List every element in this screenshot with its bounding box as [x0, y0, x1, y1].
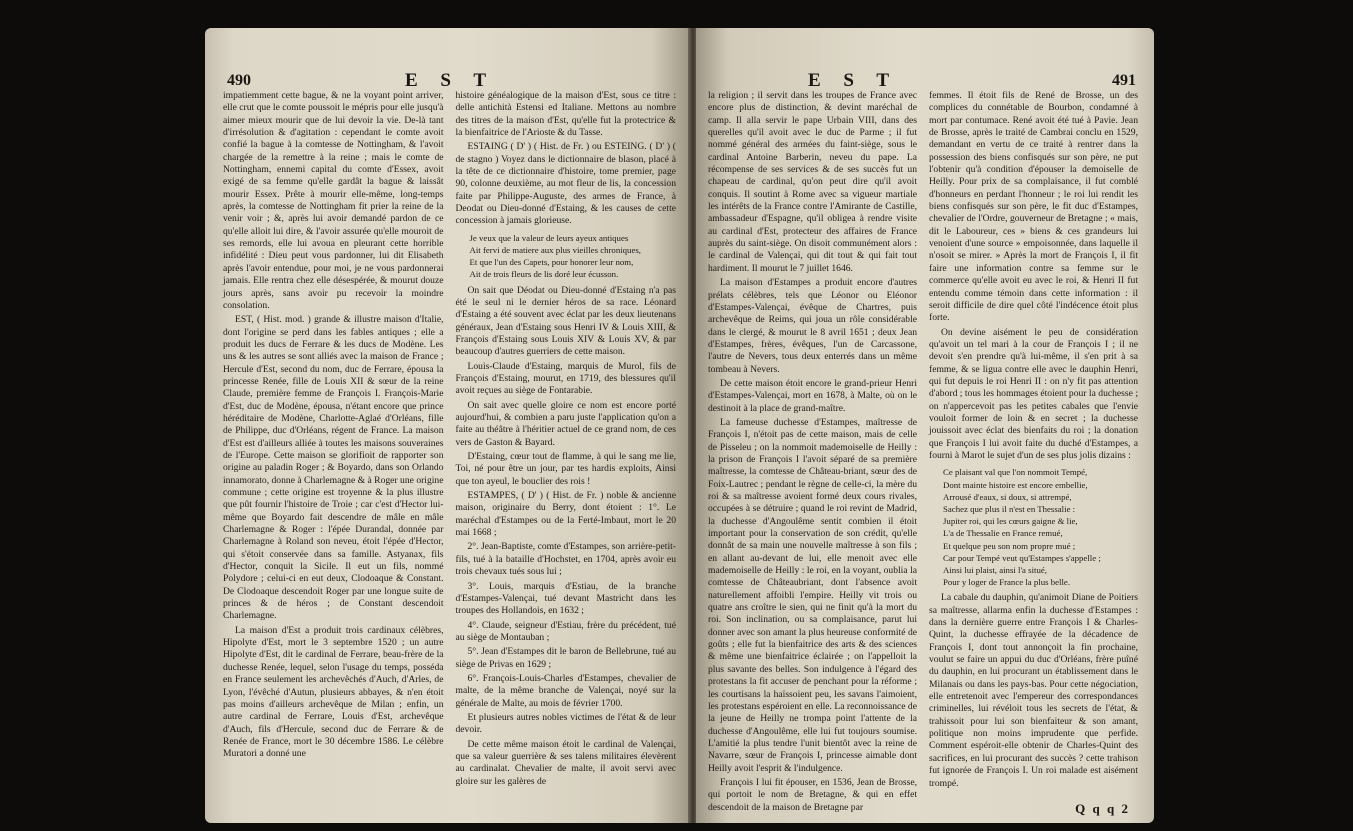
paragraph: D'Estaing, cœur tout de flamme, à qui le sang me lie, Toi, né pour être un jour, par tes hardis exploits, Ainsi que ton ayeul, le bouclier des rois !: [455, 451, 676, 487]
paragraph: François I lui fit épouser, en 1536, Jean de Brosse, qui portoit le nom de Bretagne, & qui en effet descendoit de la maison de Bretagne par: [708, 776, 917, 813]
right-page-number: 491: [1112, 72, 1136, 89]
verse-line: Sachez que plus il n'est en Thessalie :: [943, 503, 1076, 514]
verse-line: Ainsi lui plaist, ainsi l'a situé,: [943, 564, 1047, 575]
paragraph: femmes. Il étoit fils de René de Brosse, un des complices du connétable de Bourbon, condamné à mort par contumace. René avoit été tué à Pavie. Jean de Brosse, après le traité de Cambrai conclu en 1529, demandant en vertu de ce traité à rentrer dans la possession des biens confisqués sur son père, ne put l'obtenir qu'à condition d'épouser la demoiselle de Heilly. Pour prix de sa complaisance, il fut comblé d'honneurs en perdant l'honneur ; le roi lui rendit les biens confisqués sur son père, le fit duc d'Estampes, chevalier de l'Ordre, gouverneur de Bretagne ; « mais, dit le Laboureur, ces » biens & ces grandeurs lui venoient d'une source » empoisonnée, dans laquelle il n'osoit se mirer. » Après la mort de François I, il fit faire une information contre sa femme sur le commerce qu'elle avoit eu avec le roi, & Henri II fut entendu comme témoin dans cette information : il seroit difficile de dire quel côté l'indécence étoit plus forte.: [929, 90, 1138, 324]
paragraph: La fameuse duchesse d'Estampes, maîtresse de François I, n'étoit pas de cette maison, mais de celle de Pisseleu ; on la nommoit mademoiselle de Heilly : la prison de François I l'avoit séparé de sa première maîtresse, la comtesse de Château-briant, sœur des de Foix-Lautrec ; pendant le règne de celle-ci, la mère du roi & sa maîtresse avoient formé deux cours rivales, occupées à se détruire ; quand le roi revint de Madrid, la duchesse d'Angoulême sentit combien il étoit important pour la conservation de son crédit, qu'elle donnât de sa main une nouvelle maîtresse à son fils ; en allant au-devant de lui, elle menoit avec elle mademoiselle de Heilly : le roi, en la voyant, oublia la comtesse de Châteaubriant, dont l'absence avoit naturellement affoibli l'empire. Heilly vit trois ou quatre ans croître le sien, qui ne finit qu'à la mort du roi. Son inclination, ou sa complaisance, parut lui donner avec son amant la plus heureuse conformité de goûts ; elle fut la bienfaitrice des arts & des sciences & même une bienfaitrice éclairée ; on l'appelloit la plus savante des belles. Son indulgence à l'égard des protestans la fit accuser de penchant pour la réforme ; les courtisans la haïssoient peu, les savans l'aimoient, les protestans espéroient en elle. La reconnoissance de la jeune de Heilly ne trompa point l'attente de la duchesse d'Angoulême, elle lui fut toujours soumise. L'amitié la plus tendre l'unit bientôt avec la reine de Navarre, sœur de François I, princesse aimable dont Heilly avoit l'esprit & l'indulgence.: [708, 416, 917, 774]
paragraph: 3°. Louis, marquis d'Estiau, de la branche d'Estampes-Valençai, tué devant Mastricht dans les troupes des Hollandois, en 1632 ;: [455, 580, 676, 617]
verse-line: Et quelque peu son nom propre mué ;: [943, 540, 1076, 551]
paragraph: EST, ( Hist. mod. ) grande & illustre maison d'Italie, dont l'origine se perd dans les fables antiques ; elle a produit les ducs de Ferrare & les ducs de Modène. Les uns & les autres se sont alliés avec la maison de France ; Hercule d'Est, second du nom, duc de Ferrare, épousa la princesse Renée, fille de Louis XII & sœur de la reine Claude, première femme de François I. François-Marie d'Est, duc de Modène, épousa, n'étant encore que prince héréditaire de Modène, Charlotte-Aglaé d'Orléans, fille de Philippe, duc d'Orléans, régent de France. La maison d'Est est d'ailleurs alliée à toutes les maisons souveraines de l'Europe. Cette maison se glorifioit de rapporter son origine au paladin Roger ; & Boyardo, dans son Orlando innamorato, donne à Charlemagne & à Roger une origine commune ; cette origine est troyenne & la plus illustre que pût fournir l'histoire de Troie ; car c'est d'Hector lui-même que Boyardo fait descendre de mâle en mâle Charlemagne & Roger : l'épée Durandal, donnée par Charlemagne à Roland son neveu, étoit l'épée d'Hector, qui s'étoit conservée dans sa famille. Astyanax, fils d'Hector, conquit la Sicile. Il eut un fils, nommé Polydore ; celui-ci en eut deux, Clodoaque & Constant. De Clodoaque descendoit Roger par une longue suite de princes & de héros ; de Constant descendoit Charlemagne.: [223, 314, 444, 622]
paragraph: La cabale du dauphin, qu'animoit Diane de Poitiers sa maîtresse, allarma enfin la duchesse d'Estampes : dans la dernière guerre entre François I & Charles-Quint, la duchesse effrayée de la décadence de François I, dont tout annonçoit la fin prochaine, voulut se faire un appui du duc d'Orléans, frère puîné du dauphin, en lui procurant un établissement dans le Milanais ou dans les pays-bas. Pour cette négociation, elle entretenoit avec l'empereur des correspondances criminelles, lui révéloit tous les secrets de l'état, & trahissoit pour lui son bienfaiteur & son amant, politique non moins imprudente que perfide. Comment espéroit-elle obtenir de Charles-Quint des sacrifices, en lui procurant des succès ? cette trahison fut ignorée de François I. Un roi malade est aisément trompé.: [929, 592, 1138, 789]
paragraph: De cette maison étoit encore le grand-prieur Henri d'Estampes-Valençai, mort en 1678, à Malte, où on le destinoit à la place de grand-maître.: [708, 377, 917, 414]
paragraph: De cette même maison étoit le cardinal de Valençai, que sa valeur guerrière & ses talens militaires élevèrent au cardinalat. Chevalier de malte, il avoit servi avec gloire sur les galères de: [455, 738, 676, 787]
right-running-head: E S T: [808, 70, 899, 91]
paragraph: ESTAING ( D' ) ( Hist. de Fr. ) ou ESTEING. ( D' ) ( de stagno ) Voyez dans le dictionnaire de blason, placé à la tête de ce dictionnaire d'histoire, tome premier, page 90, colonne deuxième, au mot fleur de lis, la concession faite par Philippe-Auguste, des armes de France, à Deodat ou Dieu-donné d'Estaing, & les causes de cette concession à jamais glorieuse.: [455, 141, 676, 227]
left-running-head: E S T: [405, 70, 496, 91]
verse-line: Jupiter roi, qui les cœurs gaigne & lie,: [943, 516, 1078, 527]
verse-line: Et que l'un des Capets, pour honorer leur nom,: [469, 257, 634, 268]
paragraph: La maison d'Est a produit trois cardinaux célèbres, Hipolyte d'Est, mort le 3 septembre 1520 ; un autre Hipolyte d'Est, dit le cardinal de Ferrare, beau-frère de la duchesse Renée, lequel, selon l'usage du temps, posséda en France seulement les archevêchés d'Auch, d'Arles, de Lyon, l'évêché d'Autun, plusieurs abbayes, & n'en étoit pas moins d'ailleurs archevêque de Milan ; enfin, un autre cardinal de Ferrare, Louis d'Est, archevêque d'Auch, fils d'Hercule, second duc de Ferrare & de Renée de France, mort le 30 décembre 1586. Le célèbre Muratori a donné une: [223, 624, 444, 760]
paragraph: impatiemment cette bague, & ne la voyant point arriver, elle crut que le comte poussoit le mépris pour elle jusqu'à aimer mieux mourir que de lui devoir la vie. De-là tant d'irrésolution & d'agitation : cependant le comte avoit confié la bague à la comtesse de Nottingham, & l'avoit chargée de la remettre à la reine ; mais le comte de Nottingham, ennemi capital du comte d'Essex, avoit exigé de sa femme qu'elle gardât la bague & laissât mourir Essex. Prête à mourir elle-même, long-temps après, la comtesse de Nottingham fit prier la reine de la venir voir ; &, après lui avoir demandé pardon de ce qu'elle alloit lui dire, & l'avoir assurée qu'elle mouroit de ses remords, elle lui avoua en pleurant cette horrible infidélité : Dieu peut vous pardonner, lui dit Elisabeth après l'avoir entendue, pour moi, je ne vous pardonnerai jamais. Elle rentra chez elle désespérée, & mourut douze jours après, sans avoir pu recevoir la moindre consolation.: [223, 90, 444, 311]
verse-block: [470, 232, 677, 281]
verse-line: L'a de Thessalie en France remué,: [943, 528, 1063, 539]
left-page-number: 490: [227, 72, 251, 89]
verse-line: Pour y loger de France la plus belle.: [943, 577, 1071, 588]
paragraph: la religion ; il servit dans les troupes de France avec encore plus de distinction, & devint maréchal de camp. Il alla servir le pape Urbain VIII, dans des querelles qu'il avoit avec le duc de Parme ; il fut nommé général des armées du faint-siège, sous le cardinal Antoine Barberin, neveu du pape. La récompense de ses services & de ses succès fut un chapeau de cardinal, qu'on peut dire qu'il avoit conquis. Il soutint à Rome avec sa vigueur martiale les intérêts de la France contre l'Amirante de Castille, ambassadeur d'Espagne, qu'il obligea à rendre visite au cardinal d'Est, protecteur des affaires de France auprès du saint-siège. On disoit communément alors : le cardinal de Valençai, qui dit tout & qui fait tout hardiment. Il mourut le 7 juillet 1646.: [708, 90, 917, 274]
verse-line: Ce plaisant val que l'on nommoit Tempé,: [943, 467, 1088, 478]
paragraph: On sait que Déodat ou Dieu-donné d'Estaing n'a pas été le seul ni le dernier héros de sa race. Léonard d'Estaing a été souvent avec éclat par les deux lieutenans généraux, Jean d'Estaing sous Henri IV & Louis XIII, & François d'Estaing sous Louis XIV & Louis XV, & par beaucoup d'autres guerriers de cette maison.: [455, 284, 676, 358]
paragraph: On sait avec quelle gloire ce nom est encore porté aujourd'hui, & combien a paru juste l'application qu'on a faite au théâtre à l'héritier actuel de ce grand nom, de ces vers de Gaston & Bayard.: [455, 399, 676, 448]
right-page: [696, 28, 1154, 823]
verse-line: Dont mainte histoire est encore embellie,: [943, 479, 1088, 490]
paragraph: La maison d'Estampes a produit encore d'autres prélats célèbres, tels que Léonor ou Eléonor d'Estampes-Valençai, évêque de Chartres, puis archevêque de Reims, qui joua un rôle considérable dans le clergé, & mourut le 8 avril 1651 ; deux Jean d'Estampes, frères, évêques, l'un de Carcassone, l'autre de Nevers, tous deux enterrés dans un même tombeau à Nevers.: [708, 277, 917, 375]
verse-line: Car pour Tempé veut qu'Estampes s'appelle ;: [943, 552, 1101, 563]
left-page: [205, 28, 690, 823]
paragraph: On devine aisément le peu de considération qu'avoit un tel mari à la cour de François I ; il ne devoit s'en prendre qu'à lui-même, il s'en prit à sa femme, & se ligua contre elle avec le dauphin Henri, qui fut depuis le roi Henri II : on n'y fit pas attention d'abord ; tous les hommages étoient pour la duchesse ; on n'appercevoit pas les petites cabales que l'envie vouloit former de loin & en secret ; la duchesse jouissoit avec éclat des bienfaits du roi ; la donation que François I lui avoit faite du duché d'Estampes, a fourni à Marot le sujet d'un de ses plus jolis dizains :: [929, 326, 1138, 461]
left-column-1: [223, 90, 444, 790]
verse-line: Ait fervi de matiere aux plus vieilles chroniques,: [469, 244, 641, 255]
left-column-2: [456, 90, 677, 790]
verse-block: [943, 466, 1138, 588]
verse-line: Arrousé d'eaux, si doux, si attrempé,: [943, 491, 1072, 502]
right-column-2: [929, 90, 1138, 816]
paragraph: 2°. Jean-Baptiste, comte d'Estampes, son arrière-petit-fils, tué à la bataille d'Hochstet, en 1704, après avoir eu trois chevaux tués sous lui ;: [455, 541, 676, 578]
paragraph: Et plusieurs autres nobles victimes de l'état & de leur devoir.: [455, 711, 676, 736]
paragraph: ESTAMPES, ( D' ) ( Hist. de Fr. ) noble & ancienne maison, originaire du Berry, dont étoient : 1°. Le maréchal d'Estampes ou de la Ferté-Imbaut, mort le 20 mai 1668 ;: [455, 490, 676, 539]
paragraph: histoire généalogique de la maison d'Est, sous ce titre : delle antichità Estensi ed Italiane. Mettons au nombre des titres de la maison d'Est, qu'elle fut la protectrice & la bienfaitrice de l'Arioste & du Tasse.: [455, 90, 676, 139]
right-column-1: [708, 90, 917, 816]
paragraph: Louis-Claude d'Estaing, marquis de Murol, fils de François d'Estaing, mourut, en 1719, des blessures qu'il avoit reçues au siège de Fontarabie.: [455, 360, 676, 397]
verse-line: Ait de trois fleurs de lis doré leur écusson.: [469, 269, 619, 280]
paragraph: 6°. François-Louis-Charles d'Estampes, chevalier de malte, de la même branche de Valençai, noyé sur la générale de Malte, au mois de février 1700.: [455, 672, 676, 709]
verse-line: Je veux que la valeur de leurs ayeux antiques: [469, 232, 629, 243]
paragraph: 4°. Claude, seigneur d'Estiau, frère du précédent, tué au siège de Montauban ;: [455, 619, 676, 643]
paragraph: 5°. Jean d'Estampes dit le baron de Bellebrune, tué au siège de Privas en 1629 ;: [455, 646, 676, 670]
signature-mark: Q q q 2: [1075, 801, 1130, 816]
